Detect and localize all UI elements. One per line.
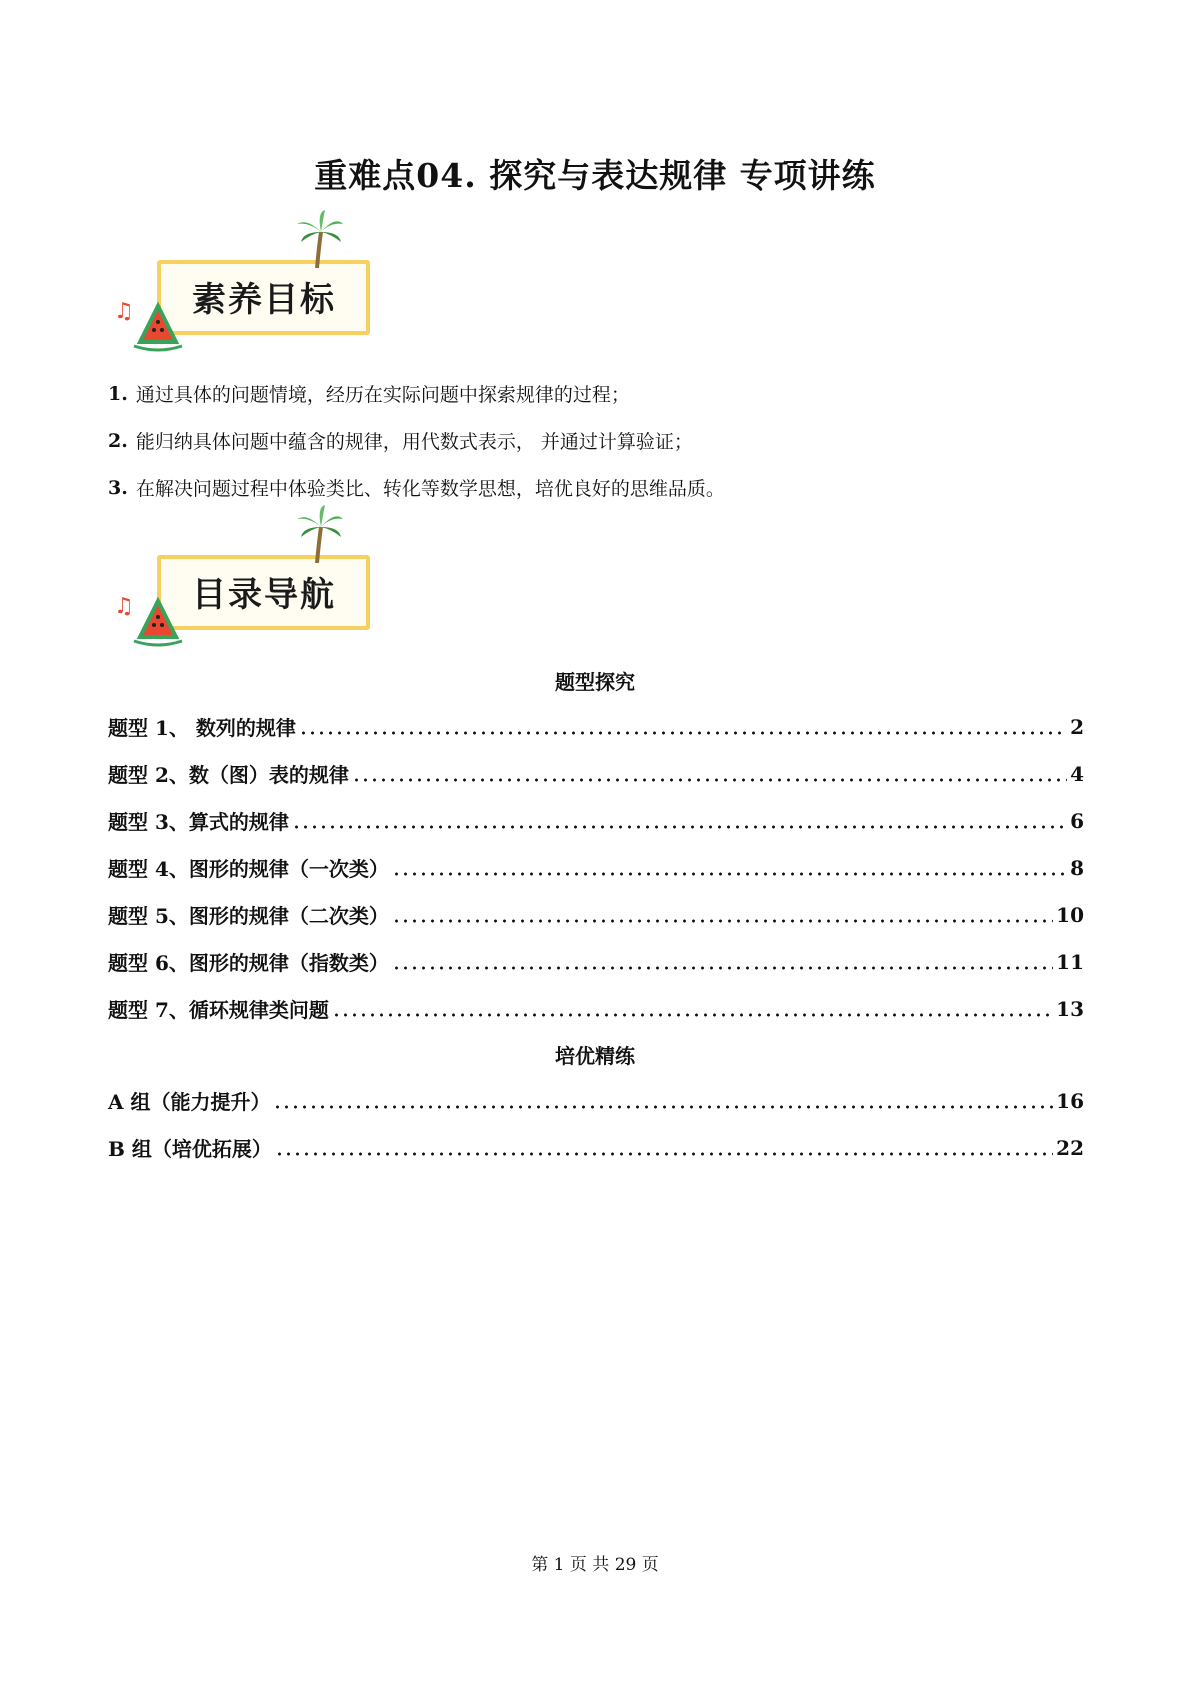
toc-entry-page: 22 bbox=[1056, 1135, 1084, 1160]
goals-banner-label: 素养目标 bbox=[192, 280, 336, 320]
goal-item bbox=[108, 417, 1088, 464]
goal-text: 能归纳具体问题中蕴含的规律，用代数式表示， 并通过计算验证； bbox=[135, 431, 693, 453]
toc-entry-title: 题型 1、 数列的规律 bbox=[108, 716, 296, 740]
goal-number: 2. bbox=[108, 429, 128, 452]
goal-number: 3. bbox=[108, 476, 128, 499]
goal-item bbox=[108, 464, 1088, 511]
toc-entry-title: 题型 4、图形的规律（一次类） bbox=[108, 857, 389, 881]
toc-entry-page: 11 bbox=[1056, 949, 1084, 974]
toc-leader-dots bbox=[332, 1000, 1053, 1018]
toc-entry[interactable] bbox=[108, 891, 1084, 938]
toc-entry-page: 10 bbox=[1056, 902, 1084, 927]
toc-entry[interactable] bbox=[108, 1124, 1084, 1171]
toc-entry-page: 6 bbox=[1070, 808, 1084, 833]
toc-entry-page: 8 bbox=[1070, 855, 1084, 880]
toc-entry[interactable] bbox=[108, 750, 1084, 797]
toc-entry[interactable] bbox=[108, 844, 1084, 891]
goal-item bbox=[108, 370, 1088, 417]
toc-leader-dots bbox=[299, 718, 1067, 736]
toc-leader-dots bbox=[275, 1139, 1053, 1157]
toc-entry-title: 题型 3、算式的规律 bbox=[108, 810, 289, 834]
toc-entry-title: A 组（能力提升） bbox=[108, 1090, 271, 1114]
toc-leader-dots bbox=[392, 906, 1053, 924]
toc-entry-page: 2 bbox=[1070, 714, 1084, 739]
toc-entry[interactable] bbox=[108, 938, 1084, 985]
page-footer: 第 1 页 共 29 页 bbox=[531, 1555, 659, 1575]
toc-entry[interactable] bbox=[108, 985, 1084, 1032]
toc-entry-title: 题型 7、循环规律类问题 bbox=[108, 998, 329, 1022]
toc-entry-page: 4 bbox=[1070, 761, 1084, 786]
nav-banner bbox=[112, 505, 372, 645]
toc-section-heading: 培优精练 bbox=[555, 1044, 635, 1068]
toc-entry-title: 题型 2、数（图）表的规律 bbox=[108, 763, 349, 787]
toc-leader-dots bbox=[352, 765, 1067, 783]
toc-leader-dots bbox=[292, 812, 1067, 830]
toc-entry[interactable] bbox=[108, 703, 1084, 750]
music-note-icon: ♫ bbox=[114, 594, 134, 619]
toc-list bbox=[108, 703, 1084, 1032]
toc-leader-dots bbox=[273, 1092, 1053, 1110]
palm-tree-icon bbox=[295, 505, 345, 565]
toc-section-heading: 题型探究 bbox=[555, 670, 635, 694]
toc-leader-dots bbox=[392, 859, 1067, 877]
music-note-icon: ♫ bbox=[114, 299, 134, 324]
goals-list bbox=[108, 370, 1088, 511]
page-title: 重难点04. 探究与表达规律 专项讲练 bbox=[314, 156, 876, 195]
nav-banner-label: 目录导航 bbox=[192, 575, 336, 615]
toc-entry-title: B 组（培优拓展） bbox=[108, 1137, 272, 1161]
toc-entry-page: 16 bbox=[1056, 1088, 1084, 1113]
toc-entry-page: 13 bbox=[1056, 996, 1084, 1021]
toc-entry-title: 题型 6、图形的规律（指数类） bbox=[108, 951, 389, 975]
toc-entry[interactable] bbox=[108, 1077, 1084, 1124]
goal-text: 在解决问题过程中体验类比、转化等数学思想，培优良好的思维品质。 bbox=[135, 478, 725, 500]
toc-entry[interactable] bbox=[108, 797, 1084, 844]
toc-leader-dots bbox=[392, 953, 1053, 971]
palm-tree-icon bbox=[295, 210, 345, 270]
goals-banner bbox=[112, 210, 372, 350]
goal-text: 通过具体的问题情境，经历在实际问题中探索规律的过程； bbox=[135, 384, 630, 406]
toc-entry-title: 题型 5、图形的规律（二次类） bbox=[108, 904, 389, 928]
watermelon-icon bbox=[112, 292, 192, 352]
toc-list bbox=[108, 1077, 1084, 1171]
goal-number: 1. bbox=[108, 382, 128, 405]
watermelon-icon bbox=[112, 587, 192, 647]
